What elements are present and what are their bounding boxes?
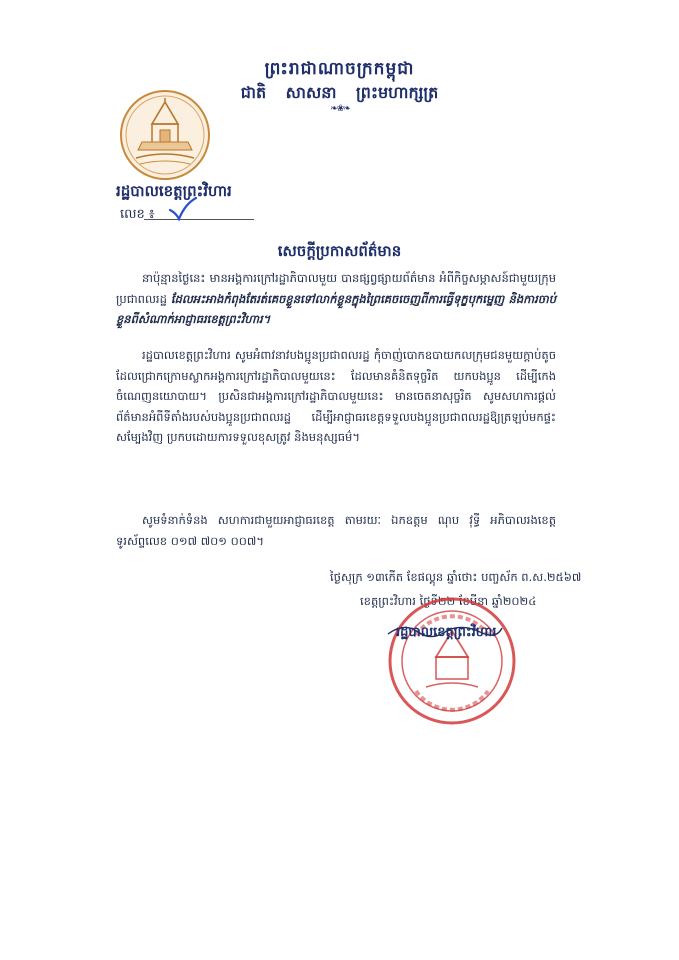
kingdom-heading: ព្រះរាជាណាចក្រកម្ពុជា: [264, 59, 415, 79]
paragraph-1: [116, 268, 556, 330]
gregorian-date-line: ខេត្តព្រះវិហារ ថ្ងៃទី២២ ខែមីនា ឆ្នាំ២០២៤: [360, 594, 537, 608]
reference-number-label: លេខ ៖: [120, 207, 155, 222]
paragraph-2: រដ្ឋបាលខេត្តព្រះវិហារ សូមអំពាវនាវបងប្អូនប្រជាពលរដ្ឋ កុំចាញ់បោកឧបាយកលក្រុមជនមួយក្តាប់តូច ដែលជ្រោកក្រោមស្លាកអង្គការក្រៅរដ្ឋាភិបាលមួយនេះ ដែលមានគំនិតទុច្ចរិត យកបងប្អូន ដើម្បីកេងចំណេញនយោបាយ។ ប្រសិនជាអង្គការក្រៅរដ្ឋាភិបាលមួយនេះ មានចេតនាសុច្ចរិត សូមសហការផ្តល់ព័ត៌មានអំពីទីតាំងរបស់បងប្អូនប្រជាពលរដ្ឋ ដើម្បីអាជ្ញាធរខេត្តទទួលបងប្អូនប្រជាពលរដ្ឋឱ្យត្រឡប់មកផ្ទះសម្បែងវិញ ប្រកបដោយការទទួលខុសត្រូវ និងមនុស្សធម៌។: [116, 348, 556, 444]
issuing-authority: រដ្ឋបាលខេត្តព្រះវិហារ: [116, 182, 232, 200]
checkmark-icon: [168, 196, 198, 222]
signing-authority: រដ្ឋបាលខេត្តព្រះវិហារ: [396, 625, 497, 640]
provincial-emblem-icon: [118, 88, 212, 182]
paragraph-1-emphasis: ដែលអះអាងកំពុងតែរត់គេចខ្លួនទៅលាក់ខ្លួនក្នុងព្រៃគេចចេញពីការធ្វើទុក្ខបុកម្នេញ និងការចាប់ខ្លួនពីសំណាក់អាជ្ញាធរខេត្តព្រះវិហារ។: [116, 291, 556, 326]
document-title: សេចក្តីប្រកាសព័ត៌មាន: [277, 242, 402, 260]
lunar-date-line: ថ្ងៃសុក្រ ១៣កើត ខែផល្គុន ឆ្នាំថោះ បញ្ចស័ក ព.ស.២៥៦៧: [330, 570, 582, 584]
official-stamp-icon: [386, 595, 518, 727]
header-ornament: ❧❀❧: [330, 104, 350, 114]
paragraph-3: សូមទំនាក់ទំនង សហការជាមួយអាជ្ញាធរខេត្ត តាមរយៈ ឯកឧត្តម ណុប វុទ្ធី អភិបាលរងខេត្ត ទូរស័ព្ទលេខ ០១៧ ៧០១ ០០៧។: [116, 513, 556, 548]
reference-number-line: [144, 219, 254, 220]
national-motto: ជាតិ សាសនា ព្រះមហាក្សត្រ: [240, 83, 439, 102]
reference-number-row: [120, 206, 155, 225]
paragraph-1-intro: នាប៉ុន្មានថ្ងៃនេះ មានអង្គការក្រៅរដ្ឋាភិបាលមួយ បានផ្សព្វផ្សាយព័ត៌មាន អំពីកិច្ចសម្ភាសន៍ជាមួយក្រុមប្រជាពលរដ្ឋ: [116, 271, 556, 306]
